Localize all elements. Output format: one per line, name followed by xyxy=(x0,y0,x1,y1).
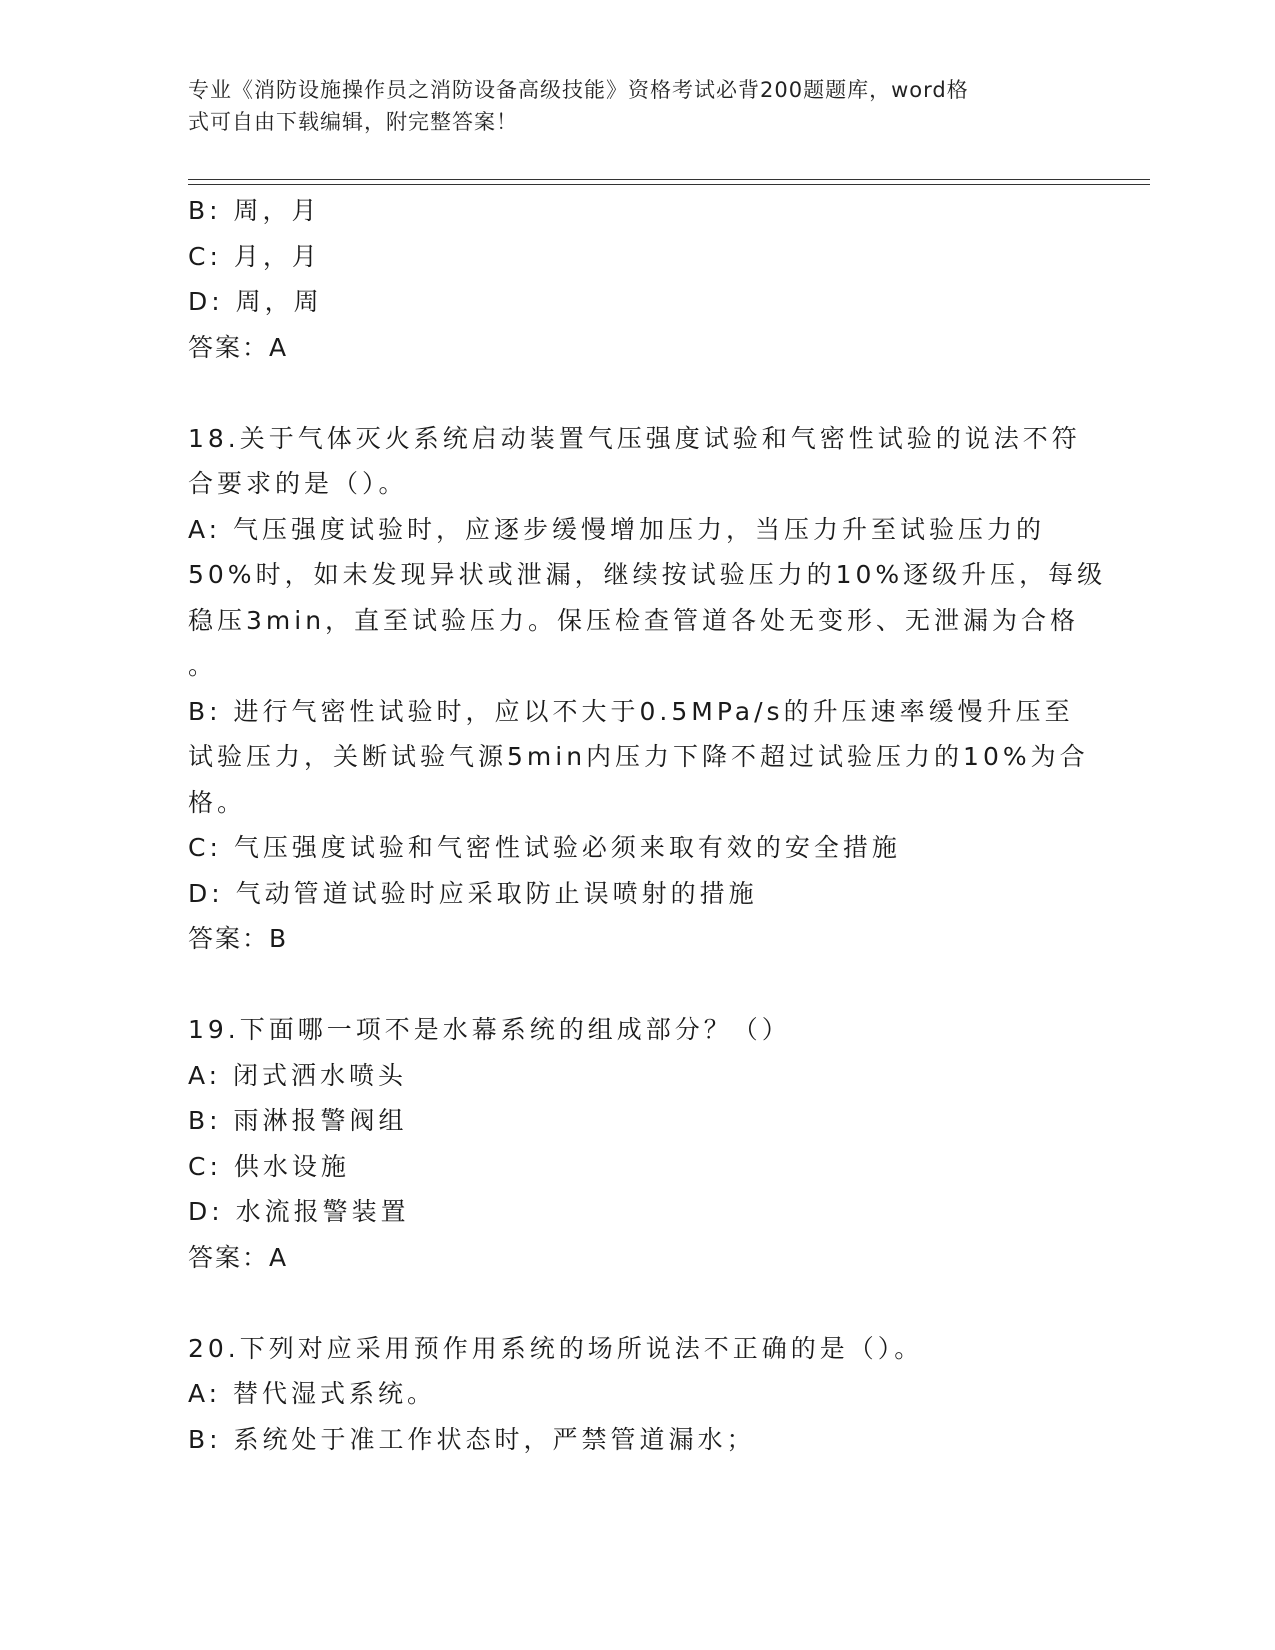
question-stem-line: 19.下面哪一项不是水幕系统的组成部分？（） xyxy=(188,1015,791,1044)
option-a-continued: 稳压3min，直至试验压力。保压检查管道各处无变形、无泄漏为合格 xyxy=(188,605,1080,635)
option-b: B: 周，月 xyxy=(188,196,321,225)
option-c: C: 供水设施 xyxy=(188,1151,350,1181)
header-divider-bottom xyxy=(188,184,1150,185)
spacer xyxy=(188,370,1088,416)
option-a: A: 闭式洒水喷头 xyxy=(188,1060,408,1090)
spacer xyxy=(188,962,1088,1008)
answer-line: 答案：A xyxy=(188,332,289,362)
option-b: B: 进行气密性试验时，应以不大于0.5MPa/s的升压速率缓慢升压至 xyxy=(188,696,1074,726)
question-stem-line: 20.下列对应采用预作用系统的场所说法不正确的是（）。 xyxy=(188,1333,924,1363)
option-a: A: 气压强度试验时，应逐步缓慢增加压力，当压力升至试验压力的 xyxy=(188,514,1046,544)
document-body xyxy=(188,188,1107,1462)
option-b: B: 系统处于准工作状态时，严禁管道漏水； xyxy=(188,1424,756,1454)
option-a-continued: 50%时，如未发现异状或泄漏，继续按试验压力的10%逐级升压，每级 xyxy=(188,560,1107,589)
option-b-continued: 格。 xyxy=(188,787,247,817)
option-c: C: 气压强度试验和气密性试验必须来取有效的安全措施 xyxy=(188,833,901,862)
header-title-line-1: 专业《消防设施操作员之消防设备高级技能》资格考试必背200题题库，word格 xyxy=(188,78,969,102)
question-stem-line: 合要求的是（）。 xyxy=(188,469,408,498)
option-d: D: 周，周 xyxy=(188,287,323,316)
option-a-continued: 。 xyxy=(188,651,218,680)
option-b-continued: 试验压力，关断试验气源5min内压力下降不超过试验压力的10%为合 xyxy=(188,742,1089,771)
question-19 xyxy=(188,1007,1088,1280)
question-20 xyxy=(188,1326,1088,1463)
question-17-tail xyxy=(188,188,1088,370)
answer-line: 答案：B xyxy=(188,924,289,953)
answer-line: 答案：A xyxy=(188,1242,289,1272)
header-divider-top xyxy=(188,179,1150,180)
option-d: D: 水流报警装置 xyxy=(188,1197,410,1226)
option-b: B: 雨淋报警阀组 xyxy=(188,1106,408,1135)
header-title-line-2: 式可自由下载编辑，附完整答案！ xyxy=(188,110,518,134)
option-c: C: 月，月 xyxy=(188,241,321,271)
question-18 xyxy=(188,416,1107,962)
document-header xyxy=(188,74,1068,138)
spacer xyxy=(188,1280,1088,1326)
question-stem-line: 18.关于气体灭火系统启动装置气压强度试验和气密性试验的说法不符 xyxy=(188,423,1081,453)
option-a: A: 替代湿式系统。 xyxy=(188,1379,437,1408)
option-d: D: 气动管道试验时应采取防止误喷射的措施 xyxy=(188,878,758,908)
